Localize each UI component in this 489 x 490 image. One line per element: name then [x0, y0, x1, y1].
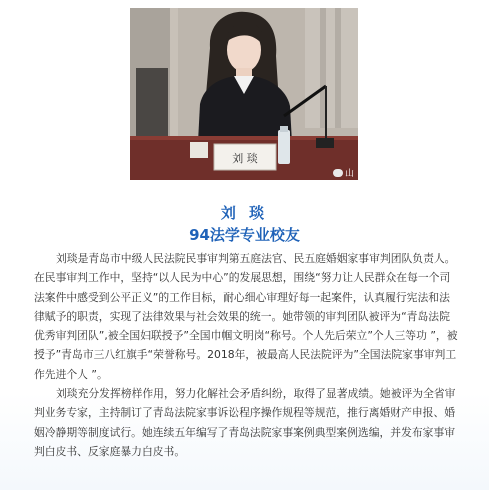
- bio-paragraph-1: 刘琰是青岛市中级人民法院民事审判第五庭法官、民五庭婚姻家事审判团队负责人。在民事审判工作中，坚持“以人民为中心”的发展思想，围绕“努力让人民群众在每一个司法案件中感受到公平正义”的工作目标，耐心细心审理好每一起案件，认真履行宪法和法律赋予的职责，实现了法律效果与社会效果的统一。她带领的审判团队被评为“青岛法院优秀审判团队”,被全国妇联授予”全国巾帼文明岗“称号。个人先后荣立”个人三等功 ”，被授予”青岛市三八红旗手“荣誉称号。2018年，被最高人民法院评为”全国法院家事审判工作先进个人 ”。: [34, 252, 458, 381]
- watermark-text: 山: [345, 169, 355, 179]
- bio-text: [34, 249, 458, 461]
- watermark: [333, 166, 354, 179]
- person-name: 刘 琰: [220, 204, 269, 222]
- wechat-icon: [333, 169, 343, 177]
- bio-paragraph-2: 刘琰充分发挥榜样作用，努力化解社会矛盾纠纷，取得了显著成绩。她被评为全省审判业务专家，主持制订了青岛法院家事诉讼程序操作规程等规范，推行离婚财产申报、婚姻冷静期等制度试行。她连续五年编写了青岛法院家事案例典型案例选编，并发布家事审判白皮书、反家庭暴力白皮书。: [34, 387, 456, 458]
- nameplate-text: 刘 琰: [232, 152, 258, 165]
- profile-photo: [130, 8, 358, 180]
- person-title: 94法学专业校友: [189, 226, 300, 244]
